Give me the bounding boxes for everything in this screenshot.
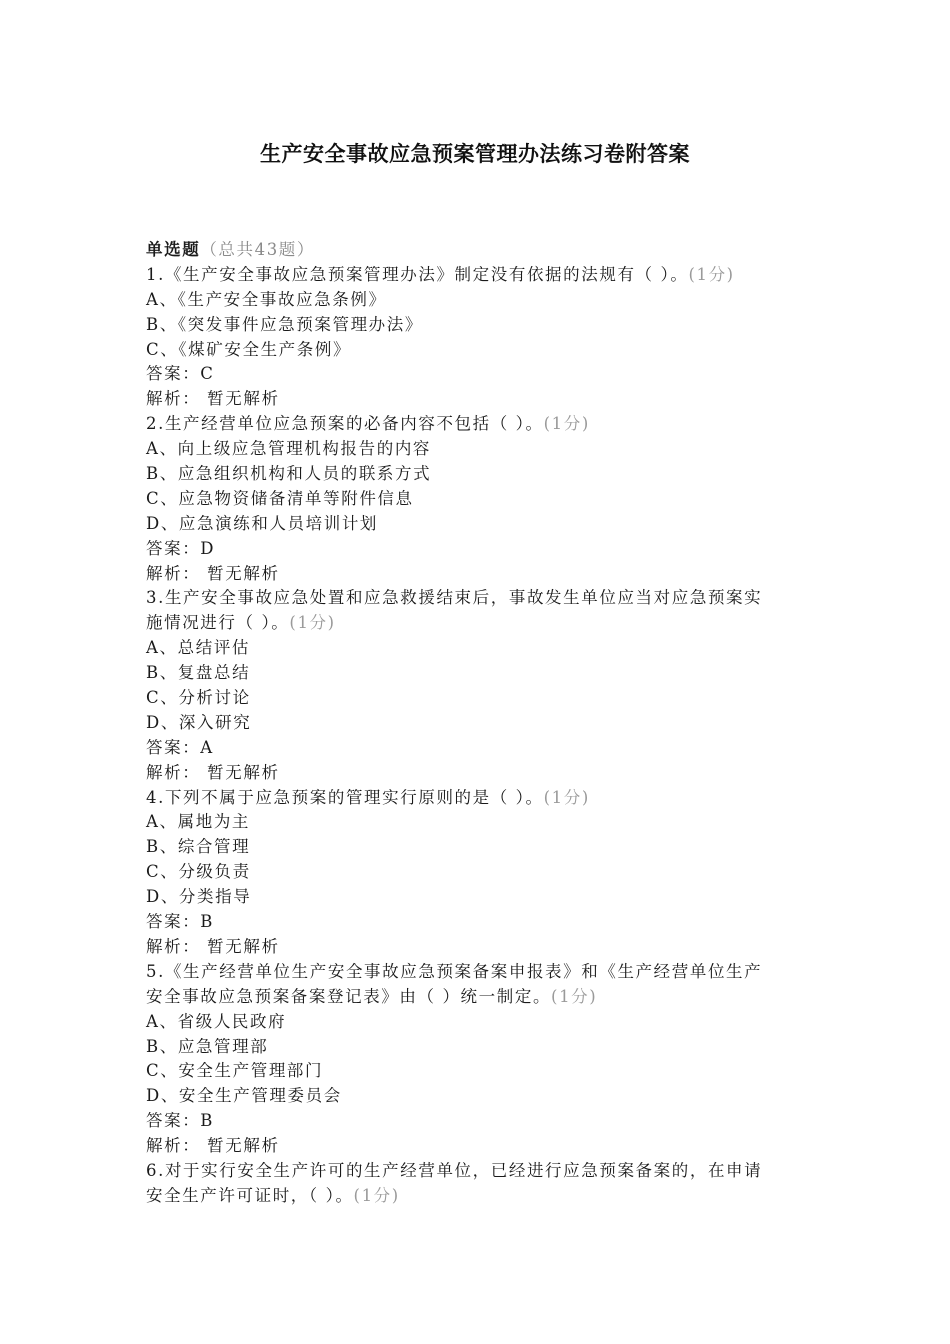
answer: 答案：C [146,364,215,384]
question-points: (1分) [543,787,590,807]
option-b: B、复盘总结 [146,663,251,683]
question-stem-line-1: 3.生产安全事故应急处置和应急救援结束后，事故发生单位应当对应急预案实 [146,588,763,608]
question-3 [146,586,806,785]
question-stem-text: 施情况进行（ ）。 [146,613,290,633]
option-a: A、《生产安全事故应急条例》 [146,289,387,309]
analysis: 解析： 暂无解析 [146,389,280,409]
question-6 [146,1159,806,1209]
answer: 答案：B [146,912,215,932]
question-stem-text: 安全生产许可证时，（ ）。 [146,1185,354,1205]
question-points: (1分) [543,414,590,434]
question-points: (1分) [289,613,336,633]
analysis: 解析： 暂无解析 [146,563,280,583]
question-points: (1分) [353,1185,400,1205]
option-a: A、向上级应急管理机构报告的内容 [146,439,432,459]
section-header [146,238,806,263]
question-stem [146,263,806,288]
option-c: C、分析讨论 [146,688,251,708]
question-1 [146,263,806,412]
option-c: C、《煤矿安全生产条例》 [146,339,352,359]
option-d: D、安全生产管理委员会 [146,1086,342,1106]
option-b: B、《突发事件应急预案管理办法》 [146,314,423,334]
question-stem-text: 1.《生产安全事故应急预案管理办法》制定没有依据的法规有（ ）。 [146,264,689,284]
question-list [146,238,806,1209]
answer: 答案：B [146,1111,215,1131]
option-c: C、安全生产管理部门 [146,1061,324,1081]
option-b: B、应急组织机构和人员的联系方式 [146,464,432,484]
option-c: C、分级负责 [146,862,251,882]
question-stem-line-2 [146,1184,806,1209]
question-stem-text: 2.生产经营单位应急预案的必备内容不包括（ ）。 [146,414,544,434]
option-d: D、深入研究 [146,712,252,732]
section-label: 单选题 [146,240,201,259]
question-5 [146,960,806,1159]
question-stem-text: 安全事故应急预案备案登记表》由（ ）统一制定。 [146,986,552,1006]
option-d: D、应急演练和人员培训计划 [146,513,379,533]
option-a: A、属地为主 [146,812,251,832]
answer: 答案：A [146,737,214,757]
question-4 [146,786,806,960]
question-points: (1分) [688,264,735,284]
analysis: 解析： 暂无解析 [146,936,280,956]
question-2 [146,412,806,586]
option-c: C、应急物资储备清单等附件信息 [146,488,414,508]
question-stem [146,412,806,437]
option-d: D、分类指导 [146,887,252,907]
answer: 答案：D [146,538,216,558]
question-stem-line-1: 6.对于实行安全生产许可的生产经营单位，已经进行应急预案备案的，在申请 [146,1160,763,1180]
question-stem-text: 4.下列不属于应急预案的管理实行原则的是（ ）。 [146,787,544,807]
question-stem [146,786,806,811]
document-title: 生产安全事故应急预案管理办法练习卷附答案 [260,141,690,166]
question-points: (1分) [551,986,598,1006]
option-a: A、省级人民政府 [146,1011,287,1031]
option-b: B、应急管理部 [146,1036,269,1056]
option-a: A、总结评估 [146,638,251,658]
question-stem-line-2 [146,985,806,1010]
analysis: 解析： 暂无解析 [146,762,280,782]
option-b: B、综合管理 [146,837,251,857]
analysis: 解析： 暂无解析 [146,1136,280,1156]
question-stem-line-2 [146,611,806,636]
section-count: （总共43题） [200,240,316,259]
question-stem-line-1: 5.《生产经营单位生产安全事故应急预案备案申报表》和《生产经营单位生产 [146,961,763,981]
